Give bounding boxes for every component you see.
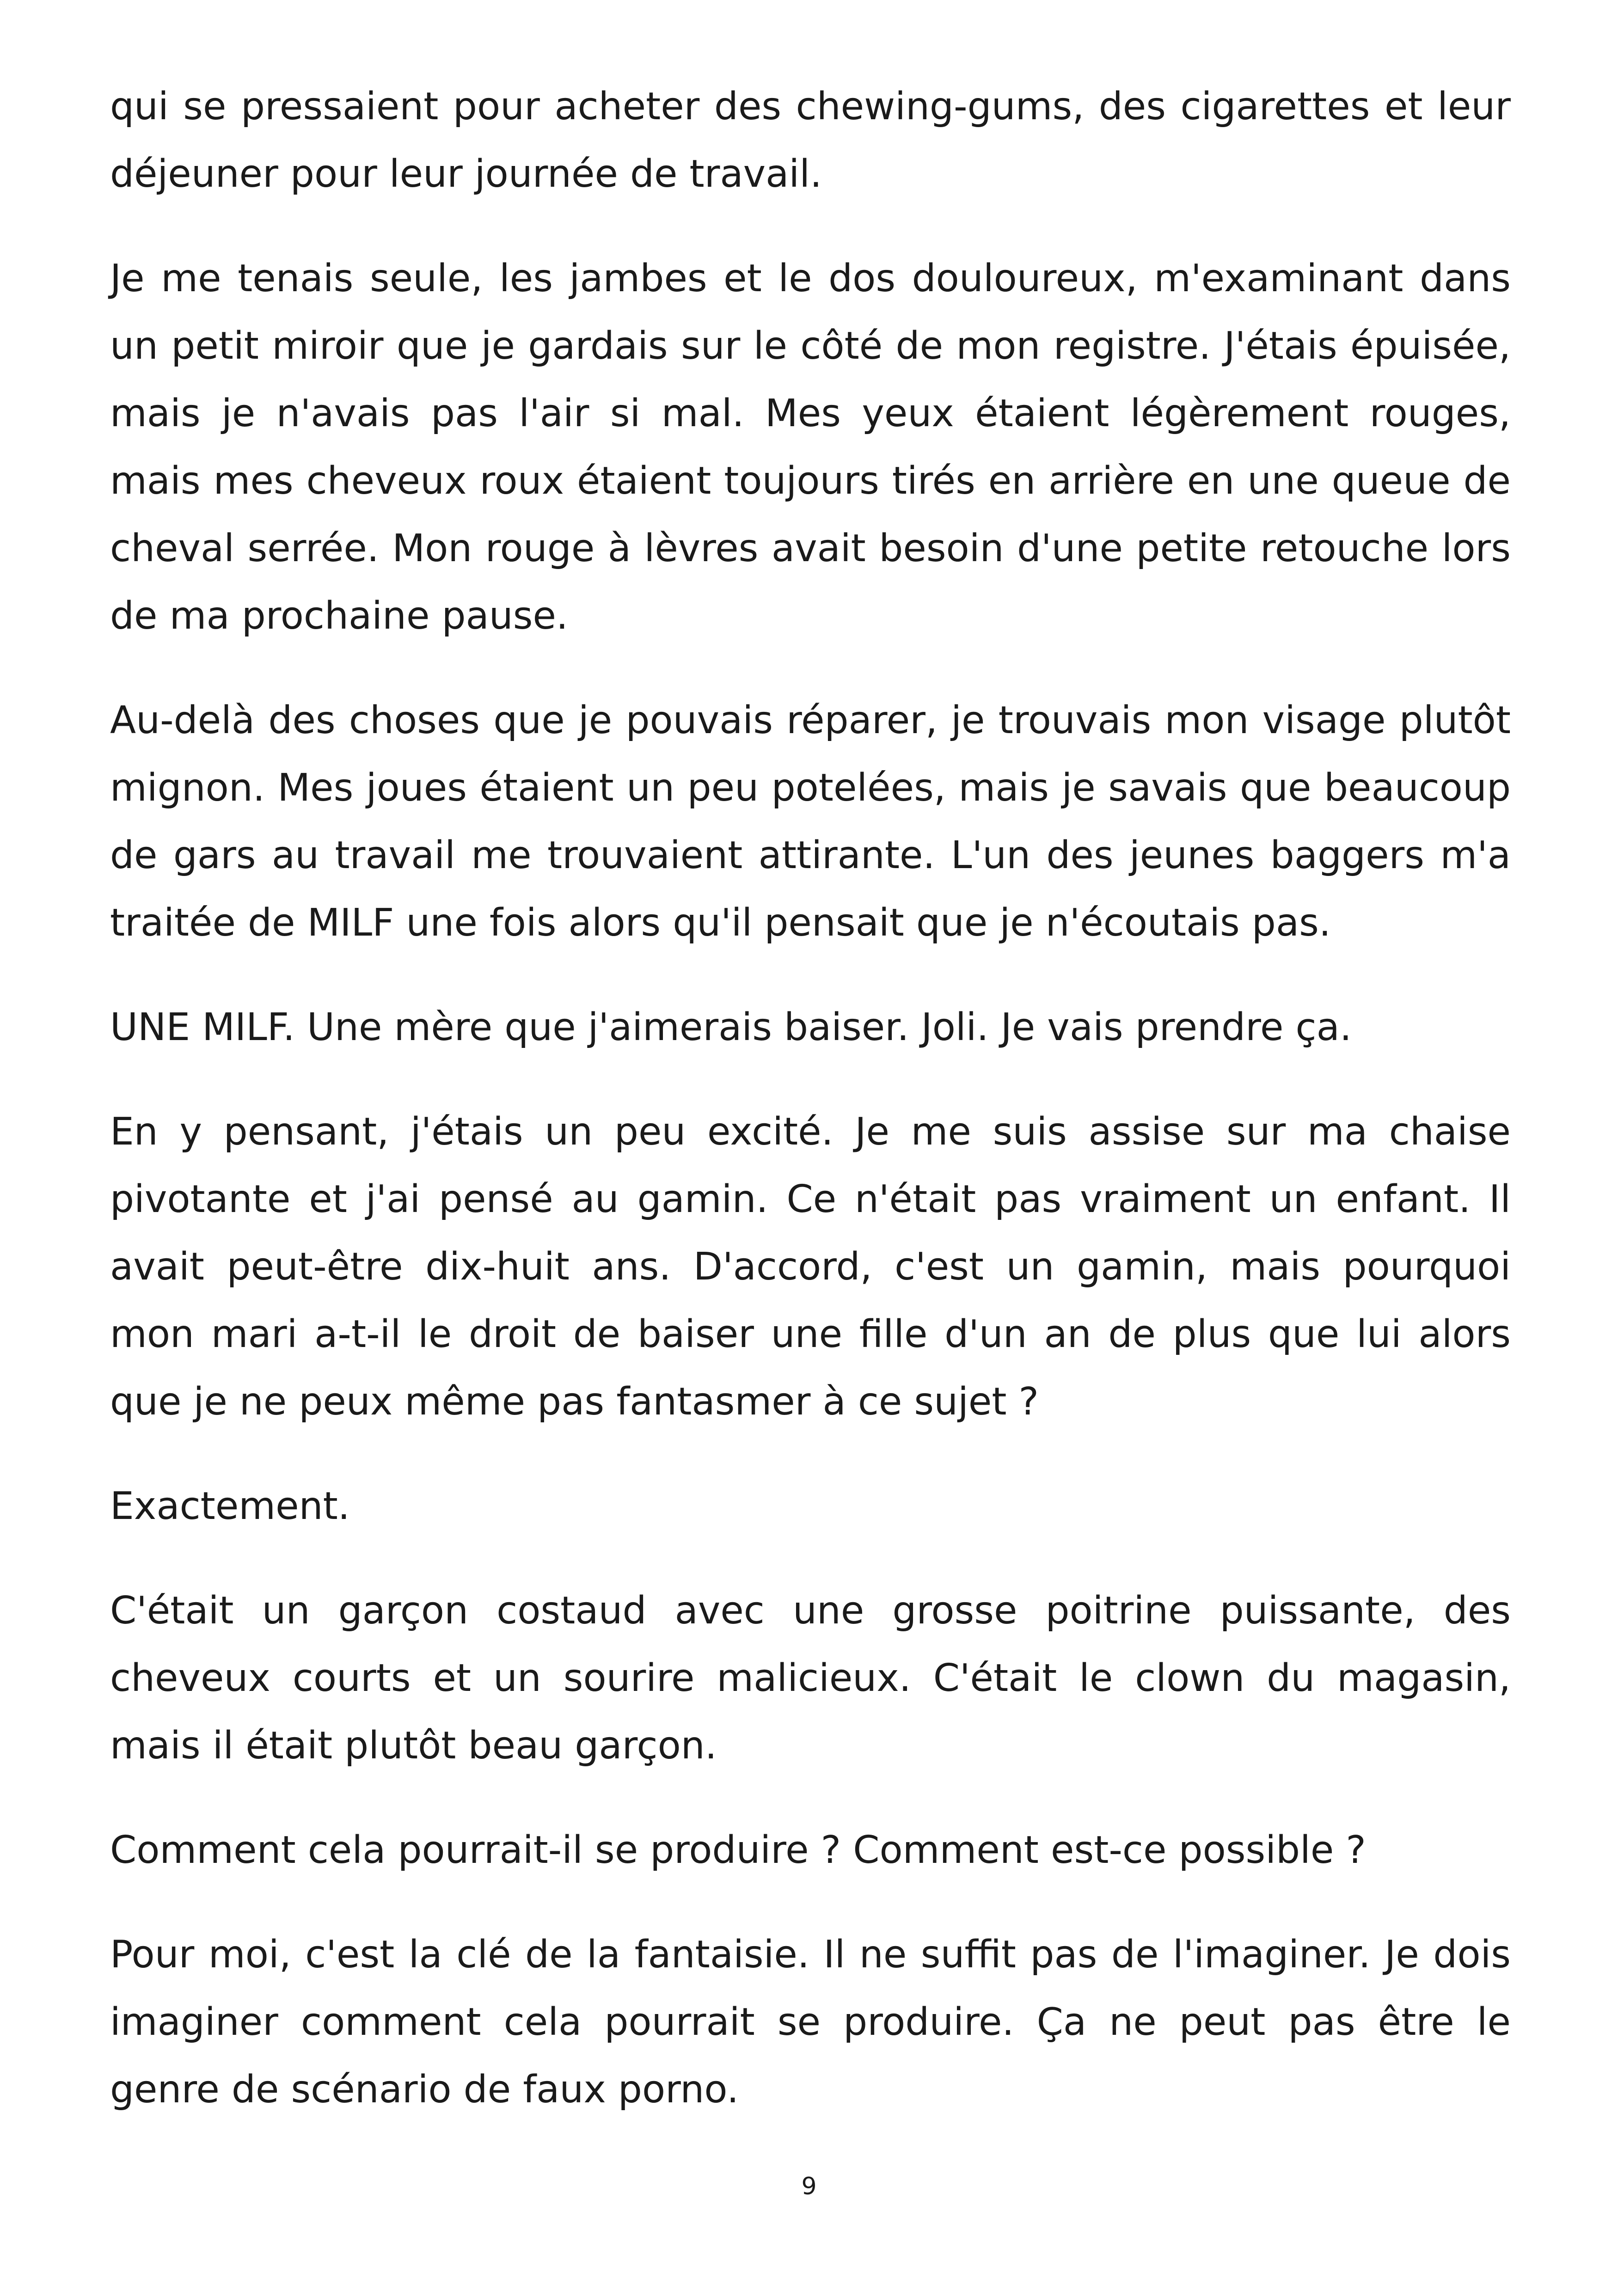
paragraph-1: qui se pressaient pour acheter des chewing-gums, des cigarettes et leur déjeuner pour leur journée de travail. bbox=[110, 85, 1511, 196]
paragraph-6: Exactement. bbox=[110, 1484, 350, 1528]
paragraph-5: En y pensant, j'étais un peu excité. Je me suis assise sur ma chaise pivotante et j'ai pensé au gamin. Ce n'était pas vraiment un enfant. Il avait peut-être dix-huit ans. D'accord, c'est un gamin, mais pourquoi mon mari a-t-il le droit de baiser une fille d'un an de plus que lui alors que je ne peux même pas fantasmer à ce sujet ? bbox=[110, 1110, 1511, 1424]
paragraph-3: Au-delà des choses que je pouvais réparer, je trouvais mon visage plutôt mignon. Mes joues étaient un peu potelées, mais je savais que beaucoup de gars au travail me trouvaient attirante. L'un des jeunes baggers m'a traitée de MILF une fois alors qu'il pensait que je n'écoutais pas. bbox=[110, 698, 1511, 945]
paragraph-7: C'était un garçon costaud avec une grosse poitrine puissante, des cheveux courts et un sourire malicieux. C'était le clown du magasin, mais il était plutôt beau garçon. bbox=[110, 1589, 1511, 1768]
paragraph-8: Comment cela pourrait-il se produire ? Comment est-ce possible ? bbox=[110, 1828, 1366, 1872]
paragraph-9: Pour moi, c'est la clé de la fantaisie. Il ne suffit pas de l'imaginer. Je dois imaginer comment cela pourrait se produire. Ça ne peut pas être le genre de scénario de faux porno. bbox=[110, 1933, 1511, 2112]
page-number: 9 bbox=[801, 2173, 817, 2200]
paragraph-4: UNE MILF. Une mère que j'aimerais baiser. Joli. Je vais prendre ça. bbox=[110, 1005, 1352, 1049]
paragraph-2: Je me tenais seule, les jambes et le dos douloureux, m'examinant dans un petit miroir que je gardais sur le côté de mon registre. J'étais épuisée, mais je n'avais pas l'air si mal. Mes yeux étaient légèrement rouges, mais mes cheveux roux étaient toujours tirés en arrière en une queue de cheval serrée. Mon rouge à lèvres avait besoin d'une petite retouche lors de ma prochaine pause. bbox=[110, 257, 1511, 638]
page-body-text bbox=[110, 73, 1511, 2161]
